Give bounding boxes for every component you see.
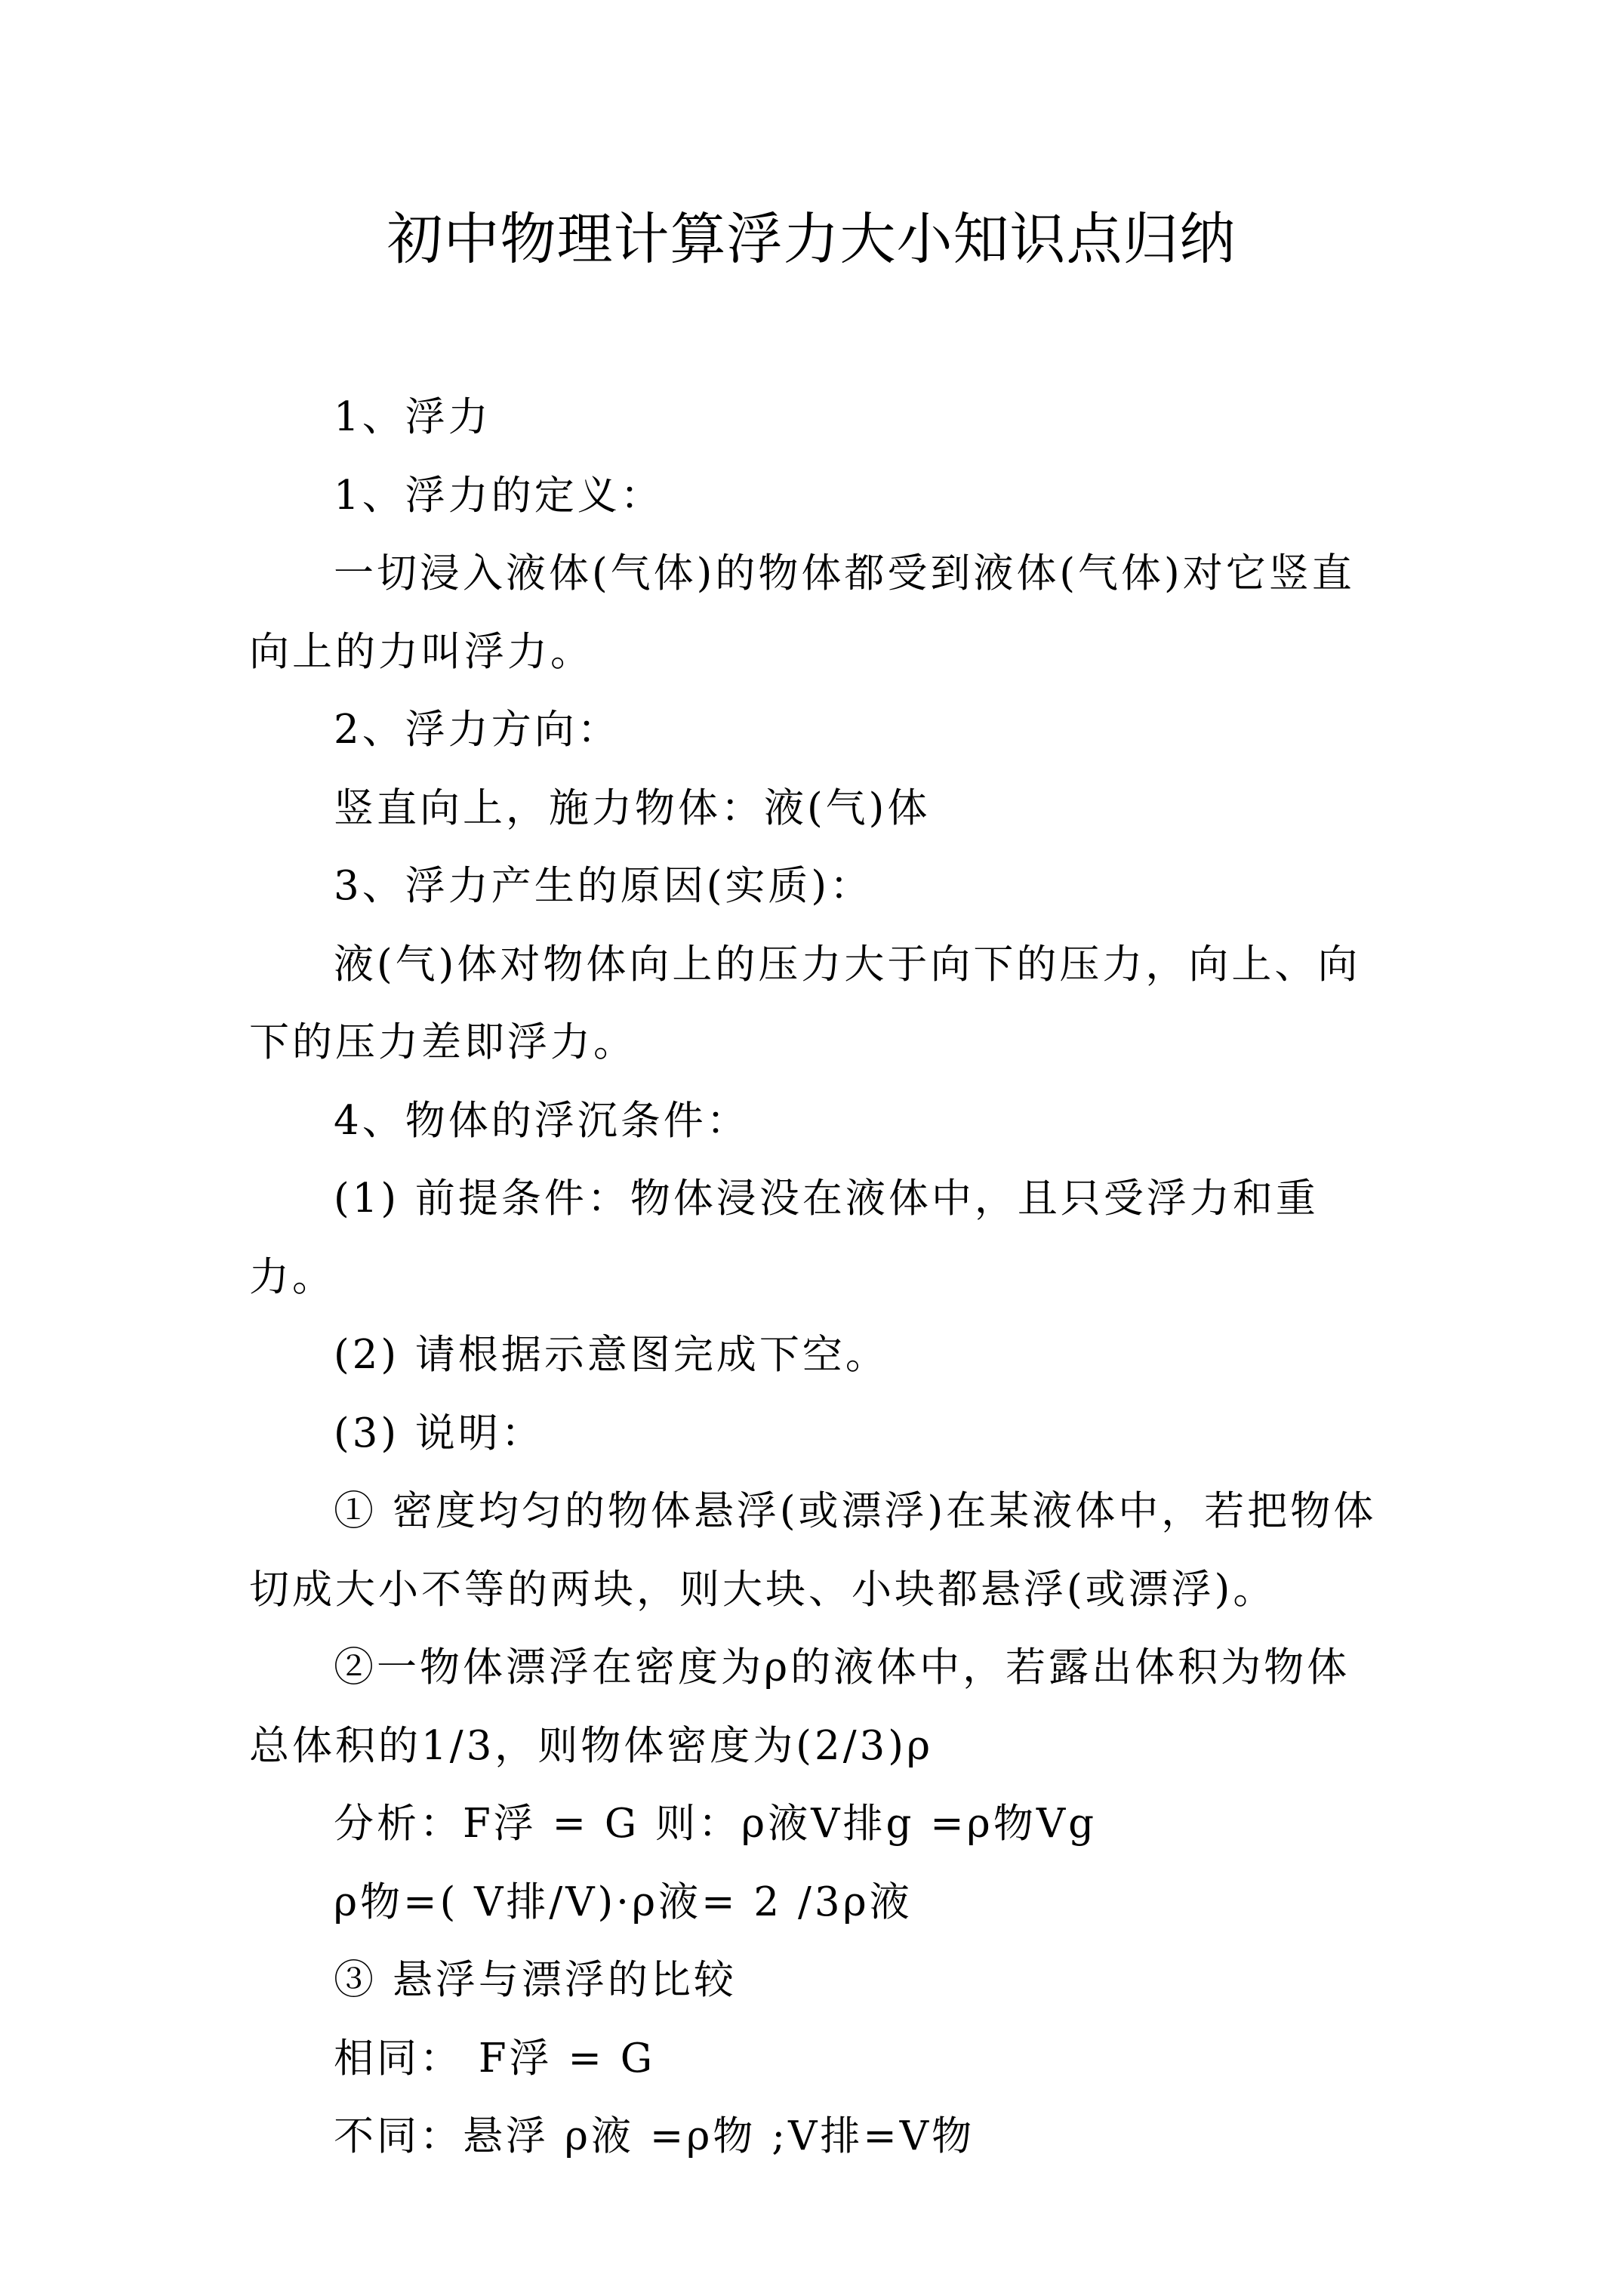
paragraph-condition-3: (3) 说明：	[334, 1410, 544, 1456]
paragraph-analysis: 分析：F浮 = G 则：ρ液V排g =ρ物Vg	[334, 1801, 1098, 1847]
paragraph-section-heading: 1、浮力	[334, 394, 491, 440]
document-body	[249, 378, 1381, 2176]
paragraph-definition-heading: 1、浮力的定义：	[334, 472, 664, 519]
paragraph-note-3: ③ 悬浮与漂浮的比较	[334, 1957, 737, 2003]
paragraph-condition-1: (1) 前提条件：物体浸没在液体中，且只受浮力和重力。	[249, 1176, 1319, 1300]
paragraph-direction-heading: 2、浮力方向：	[334, 707, 621, 753]
paragraph-cause-text: 液(气)体对物体向上的压力大于向下的压力，向上、向下的压力差即浮力。	[249, 941, 1361, 1065]
paragraph-conditions-heading: 4、物体的浮沉条件：	[334, 1097, 750, 1144]
paragraph-direction-text: 竖直向上，施力物体：液(气)体	[334, 784, 931, 831]
document-title: 初中物理计算浮力大小知识点归纳	[387, 207, 1236, 272]
paragraph-condition-2: (2) 请根据示意图完成下空。	[334, 1332, 888, 1378]
paragraph-definition-text: 一切浸入液体(气体)的物体都受到液体(气体)对它竖直向上的力叫浮力。	[249, 550, 1355, 675]
paragraph-same: 相同： F浮 = G	[334, 2035, 656, 2082]
paragraph-cause-heading: 3、浮力产生的原因(实质)：	[334, 863, 873, 909]
paragraph-note-1: ① 密度均匀的物体悬浮(或漂浮)在某液体中，若把物体切成大小不等的两块，则大块、小块都悬浮(或漂浮)。	[249, 1488, 1377, 1613]
paragraph-different: 不同：悬浮 ρ液 =ρ物 ;V排=V物	[334, 2113, 975, 2159]
paragraph-note-2: ②一物体漂浮在密度为ρ的液体中，若露出体积为物体总体积的1/3，则物体密度为(2/3)ρ	[249, 1644, 1350, 1769]
paragraph-formula: ρ物=( V排/V)·ρ液= 2 /3ρ液	[334, 1878, 913, 1925]
